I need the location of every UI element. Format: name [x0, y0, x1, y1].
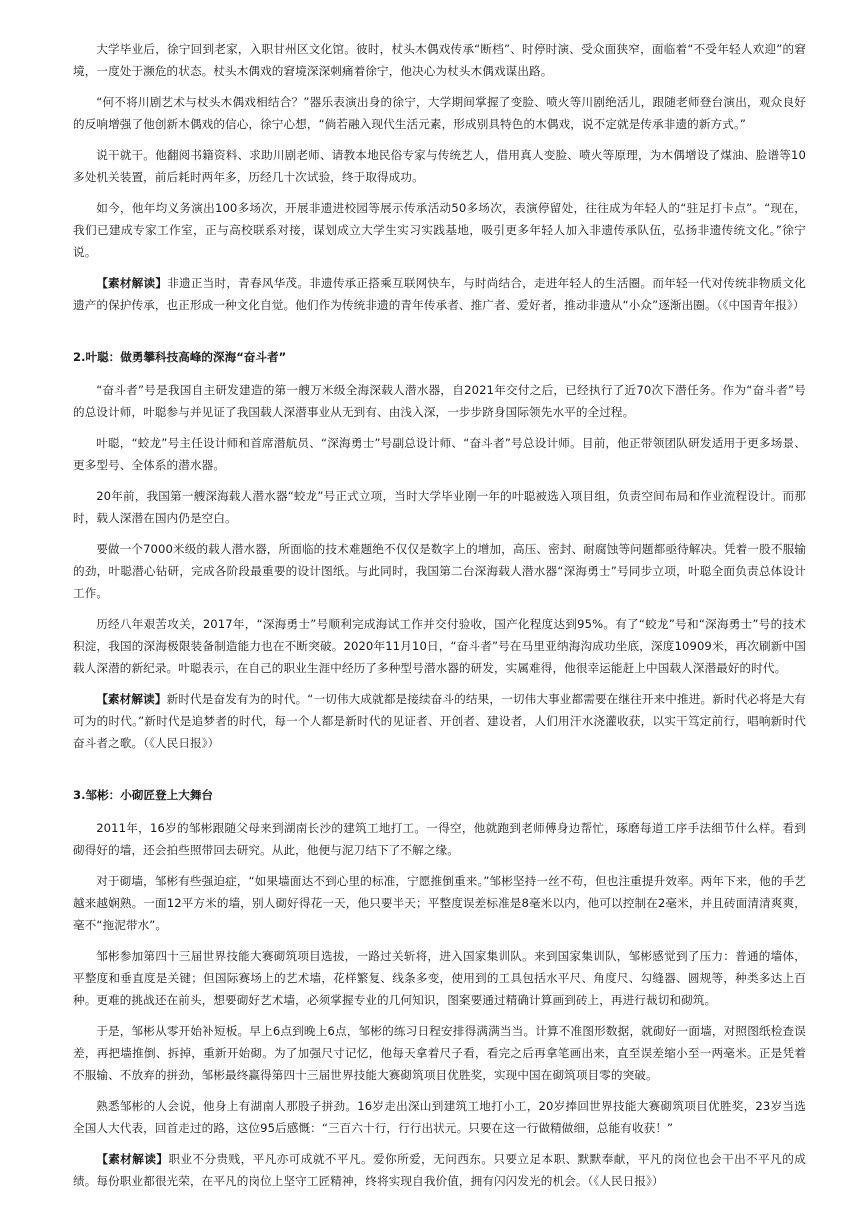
paragraph: 历经八年艰苦攻关，2017年，“深海勇士”号顺利完成海试工作并交付验收，国产化程度达到95%。有了“蛟龙”号和“深海勇士”号的技术积淀，我国的深海极限装备制造能力也在不断突破。2020年11月10日，“奋斗者”号在马里亚纳海沟成功坐底，深度10909米，再次刷新中国载人深潜的新纪录。叶聪表示，在自己的职业生涯中经历了多种型号潜水器的研发，实属难得，他很幸运能赶上中国载人深潜最好的时代。 [73, 617, 806, 675]
commentary-label: 【素材解读】 [96, 1152, 169, 1166]
paragraph: 邹彬参加第四十三届世界技能大赛砌筑项目选拔，一路过关斩将，进入国家集训队。来到国家集训队，邹彬感觉到了压力：普通的墙体，平整度和垂直度是关键；但国际赛场上的艺术墙，花样繁复、线条多变，使用到的工具包括水平尺、角度尺、勾缝器、圆规等，种类多达上百种。更难的挑战还在前头，想要砌好艺术墙，必须掌握专业的几何知识，图案要通过精确计算画到砖上，再进行裁切和砌筑。 [73, 949, 806, 1007]
paragraph: “奋斗者”号是我国自主研发建造的第一艘万米级全海深载人潜水器，自2021年交付之后，已经执行了近70次下潜任务。作为“奋斗者”号的总设计师，叶聪参与并见证了我国载人深潜事业从无到有、由浅入深，一步步跻身国际领先水平的全过程。 [73, 383, 806, 419]
paragraph: 如今，他年均义务演出100多场次，开展非遗进校园等展示传承活动50多场次，表演停留处，往往成为年轻人的“驻足打卡点”。“现在，我们已建成专家工作室，正与高校联系对接，谋划成立大学生实习实践基地，吸引更多年轻人加入非遗传承队伍，弘扬非遗传统文化。”徐宁说。 [73, 201, 806, 259]
paragraph: 20年前，我国第一艘深海载人潜水器“蛟龙”号正式立项，当时大学毕业刚一年的叶聪被选入项目组，负责空间布局和作业流程设计。而那时，载人深潜在国内仍是空白。 [73, 489, 806, 525]
section-heading: 3.邹彬：小砌匠登上大舞台 [73, 788, 214, 802]
paragraph: 熟悉邹彬的人会说，他身上有湖南人那股子拼劲。16岁走出深山到建筑工地打小工，20岁捧回世界技能大赛砌筑项目优胜奖，23岁当选全国人大代表，回首走过的路，这位95后感慨：“三百六十行，行行出状元。只要在这一行做精做细，总能有收获！” [73, 1099, 806, 1135]
commentary-paragraph [73, 688, 806, 754]
commentary-paragraph [73, 272, 806, 316]
paragraph: 于是，邹彬从零开始补短板。早上6点到晚上6点，邹彬的练习日程安排得满满当当。计算不准图形数据，就砌好一面墙，对照图纸检查误差，再把墙推倒、拆掉，重新开始砌。为了加强尺寸记忆，他每天拿着尺子看，看完之后再拿笔画出来，直至误差缩小至一两毫米。正是凭着不服输、不放弃的拼劲，邹彬最终赢得第四十三届世界技能大赛砌筑项目优胜奖，实现中国在砌筑项目零的突破。 [73, 1024, 806, 1082]
paragraph: 对于砌墙，邹彬有些强迫症，“如果墙面达不到心里的标准，宁愿推倒重来。”邹彬坚持一丝不苟，但也注重提升效率。两年下来，他的手艺越来越娴熟。一面12平方米的墙，别人砌好得花一天，他只要半天；平整度误差标准是8毫米以内，他可以控制在2毫米，并且砖面清清爽爽，毫不“拖泥带水”。 [73, 874, 806, 932]
paragraph: 大学毕业后，徐宁回到老家，入职甘州区文化馆。彼时，杖头木偶戏传承“断档”、时停时演、受众面狭窄，面临着“不受年轻人欢迎”的窘境，一度处于濒危的状态。杖头木偶戏的窘境深深刺痛着徐宁，他决心为杖头木偶戏谋出路。 [73, 42, 806, 78]
commentary-label: 【素材解读】 [96, 276, 168, 290]
section-intro [73, 38, 806, 316]
paragraph: 2011年，16岁的邹彬跟随父母来到湖南长沙的建筑工地打工。一得空，他就跑到老师傅身边帮忙，琢磨每道工序手法细节什么样。看到砌得好的墙，还会拍些照带回去研究。从此，他便与泥刀结下了不解之缘。 [73, 821, 806, 857]
section-ye-cong [73, 346, 806, 754]
paragraph: “何不将川剧艺术与杖头木偶戏相结合？”器乐表演出身的徐宁，大学期间掌握了变脸、喷火等川剧绝活儿，跟随老师登台演出，观众良好的反响增强了他创新木偶戏的信心，徐宁心想，“倘若融入现代生活元素，形成别具特色的木偶戏，说不定就是传承非遗的新方式。” [73, 95, 806, 131]
paragraph: 叶聪，“蛟龙”号主任设计师和首席潜航员、“深海勇士”号副总设计师、“奋斗者”号总设计师。目前，他正带领团队研发适用于更多场景、更多型号、全体系的潜水器。 [73, 436, 806, 472]
commentary-text: 新时代是奋发有为的时代。“一切伟大成就都是接续奋斗的结果，一切伟大事业都需要在继往开来中推进。新时代必将是大有可为的时代。”新时代是追梦者的时代，每一个人都是新时代的见证者、开创者、建设者，人们用汗水浇灌收获，以实干笃定前行，唱响新时代奋斗者之歌。（《人民日报》） [73, 692, 806, 750]
commentary-text: 非遗正当时，青春风华茂。非遗传承正搭乘互联网快车，与时尚结合，走进年轻人的生活圈。而年轻一代对传统非物质文化遗产的保护传承，也正形成一种文化自觉。他们作为传统非遗的青年传承者、推广者、爱好者，推动非遗从“小众”逐渐出圈。（《中国青年报》） [73, 276, 806, 312]
commentary-text: 职业不分贵贱，平凡亦可成就不平凡。爱你所爱，无问西东。只要立足本职、默默奉献，平凡的岗位也会干出不平凡的成绩。每份职业都很光荣，在平凡的岗位上坚守工匠精神，终将实现自我价值，拥有闪闪发光的机会。（《人民日报》） [73, 1152, 806, 1188]
commentary-paragraph [73, 1148, 806, 1192]
paragraph: 要做一个7000米级的载人潜水器，所面临的技术难题绝不仅仅是数字上的增加，高压、密封、耐腐蚀等问题都亟待解决。凭着一股不服输的劲，叶聪潜心钻研，完成各阶段最重要的设计图纸。与此同时，我国第二台深海载人潜水器“深海勇士”号同步立项，叶聪全面负责总体设计工作。 [73, 542, 806, 600]
commentary-label: 【素材解读】 [96, 692, 167, 706]
paragraph: 说干就干。他翻阅书籍资料、求助川剧老师、请教本地民俗专家与传统艺人，借用真人变脸、喷火等原理，为木偶增设了煤油、脸谱等10多处机关装置，前后耗时两年多，历经几十次试验，终于取得成功。 [73, 148, 806, 184]
section-heading: 2.叶聪：做勇攀科技高峰的深海“奋斗者” [73, 350, 287, 364]
section-zou-bin [73, 784, 806, 1192]
